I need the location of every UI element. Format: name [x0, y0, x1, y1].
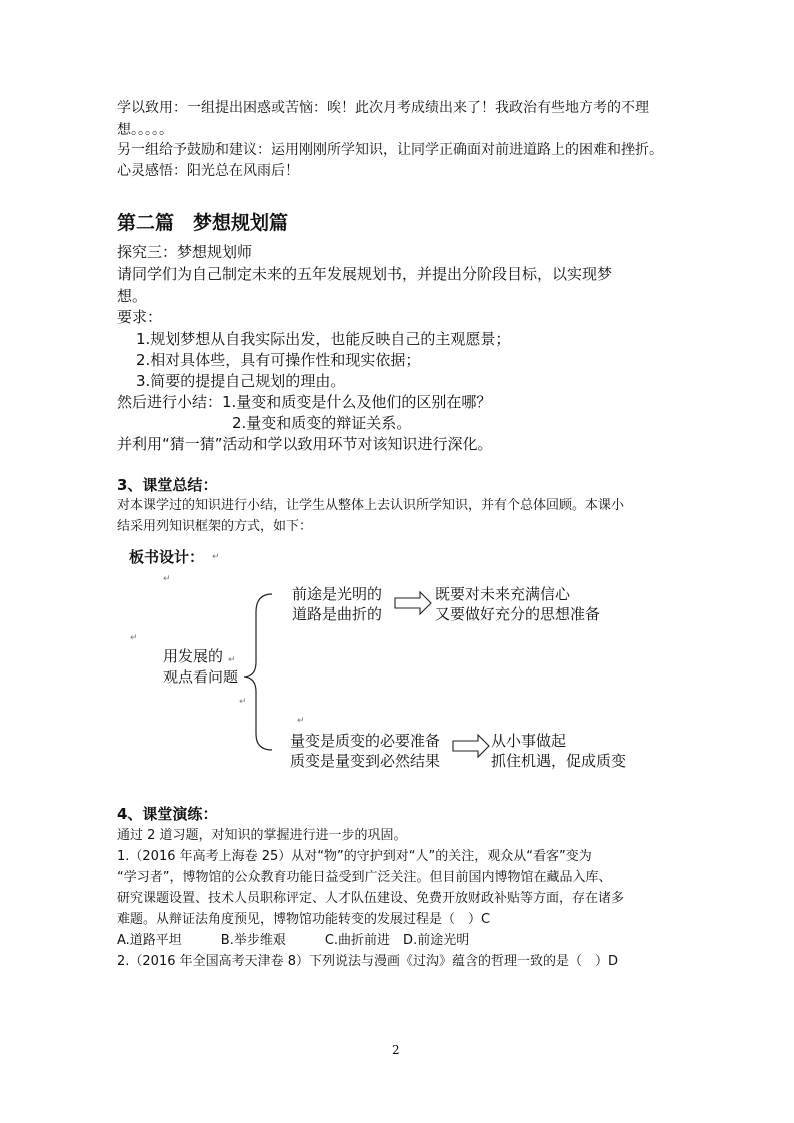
- summary-line: 然后进行小结：1.量变和质变是什么及他们的区别在哪？: [117, 393, 492, 411]
- practice-line: 学以致用：一组提出困惑或苦恼：唉！此次月考成绩出来了！我政治有些地方考的不理: [117, 100, 649, 116]
- section-body: 对本课学过的知识进行小结，让学生从整体上去认识所学知识，并有个总体回顾。本课小: [117, 498, 625, 513]
- brace-shape: [244, 594, 272, 750]
- question-1-line: 研究课题设置、技术人员职称评定、人才队伍建设、免费开放财政补贴等方面，存在诸多: [117, 891, 625, 906]
- board-lower-left: 质变是量变到必然结果: [290, 752, 441, 770]
- board-upper-right: 又要做好充分的思想准备: [435, 605, 601, 623]
- board-center-text: 观点看问题: [163, 668, 239, 686]
- explore-line: 探究三：梦想规划师: [117, 243, 253, 261]
- paragraph-mark-icon: ↵: [130, 633, 138, 643]
- exercise-intro: 通过 2 道习题，对知识的掌握进行进一步的巩固。: [117, 828, 407, 843]
- board-lower-left: 量变是质变的必要准备: [290, 732, 441, 750]
- question-1-line: 难题。从辩证法角度预见，博物馆功能转变的发展过程是（ ）C: [117, 912, 491, 927]
- paragraph-mark-icon: ↵: [239, 697, 247, 707]
- paragraph-mark-icon: ↵: [212, 552, 220, 562]
- board-upper-left: 前途是光明的: [292, 585, 383, 603]
- chapter-title: 第二篇 梦想规划篇: [117, 212, 289, 234]
- board-upper-left: 道路是曲折的: [292, 605, 383, 623]
- section-title: 3、课堂总结：: [117, 476, 218, 494]
- intro-line-cont: 想。: [117, 287, 148, 305]
- board-upper-right: 既要对未来充满信心: [435, 585, 571, 603]
- deepen-line: 并利用“猜一猜”活动和学以致用环节对该知识进行深化。: [117, 435, 493, 453]
- question-1-line: “学习者”，博物馆的公众教育功能日益受到广泛关注。但目前国内博物馆在藏品入库、: [117, 870, 612, 885]
- page-number: 2: [392, 1043, 400, 1057]
- paragraph-mark-icon: ↵: [163, 574, 171, 584]
- requirement-item: 2.相对具体些，具有可操作性和现实依据；: [136, 351, 421, 369]
- question-1-options: A.道路平坦 B.举步维艰 C.曲折前进 D.前途光明: [117, 933, 470, 948]
- insight-line: 心灵感悟：阳光总在风雨后！: [117, 163, 299, 179]
- practice-line-cont: 想。。。。。: [117, 122, 173, 138]
- question-1-line: 1.（2016 年高考上海卷 25）从对“物”的守护到对“人”的关注，观众从“看客”变为: [117, 849, 592, 864]
- section-body-cont: 结采用列知识框架的方式，如下：: [117, 519, 313, 534]
- question-2-line: 2.（2016 年全国高考天津卷 8）下列说法与漫画《过沟》蕴含的哲理一致的是（ ）D: [117, 954, 619, 969]
- advice-line: 另一组给予鼓励和建议：运用刚刚所学知识，让同学正确面对前进道路上的困难和挫折。: [117, 142, 663, 158]
- board-label: 板书设计：: [129, 548, 205, 566]
- intro-line: 请同学们为自己制定未来的五年发展规划书，并提出分阶段目标，以实现梦: [117, 265, 613, 283]
- summary-line-cont: 2.量变和质变的辩证关系。: [232, 414, 412, 432]
- paragraph-mark-icon: ↵: [228, 655, 236, 665]
- board-lower-right: 从小事做起: [491, 732, 567, 750]
- requirement-item: 1.规划梦想从自我实际出发，也能反映自己的主观愿景；: [136, 330, 511, 348]
- paragraph-mark-icon: ↵: [297, 716, 305, 726]
- arrow-right-icon: [395, 592, 431, 614]
- section-title: 4、课堂演练：: [117, 805, 218, 823]
- arrow-right-icon: [453, 735, 489, 757]
- board-lower-right: 抓住机遇，促成质变: [491, 752, 627, 770]
- requirement-item: 3.简要的提提自己规划的理由。: [136, 372, 346, 390]
- requirements-label: 要求：: [117, 308, 163, 326]
- board-center-text: 用发展的: [163, 647, 224, 665]
